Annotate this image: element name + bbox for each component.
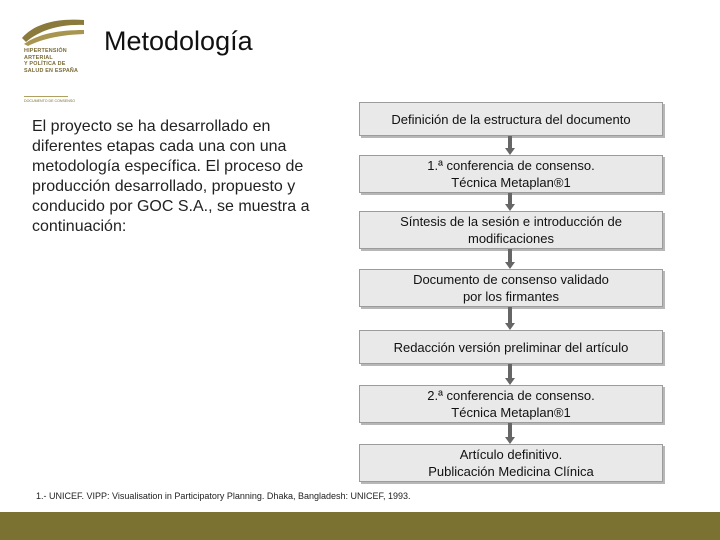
- connector-stem: [508, 249, 512, 263]
- flow-connector: [505, 364, 515, 385]
- flow-connector: [505, 307, 515, 330]
- logo-subtext: DOCUMENTO DE CONSENSO: [24, 99, 76, 103]
- flow-connector: [505, 423, 515, 444]
- logo-swoosh-icon: [20, 16, 86, 46]
- arrow-down-icon: [505, 148, 515, 155]
- connector-stem: [508, 364, 512, 379]
- arrow-down-icon: [505, 437, 515, 444]
- flow-step: 1.ª conferencia de consenso. Técnica Metaplan®1: [359, 155, 663, 193]
- connector-stem: [508, 423, 512, 438]
- footnote: 1.- UNICEF. VIPP: Visualisation in Participatory Planning. Dhaka, Bangladesh: UNICEF, 1993.: [36, 491, 411, 501]
- arrow-down-icon: [505, 262, 515, 269]
- connector-stem: [508, 307, 512, 324]
- flow-step: Artículo definitivo. Publicación Medicina Clínica: [359, 444, 663, 482]
- process-flowchart: [359, 0, 667, 480]
- flow-connector: [505, 136, 515, 155]
- logo-divider: [24, 96, 68, 97]
- flow-connector: [505, 249, 515, 269]
- logo: [20, 16, 86, 103]
- page-title: Metodología: [104, 26, 253, 56]
- arrow-down-icon: [505, 378, 515, 385]
- flow-step: Síntesis de la sesión e introducción de modificaciones: [359, 211, 663, 249]
- footer-bar: [0, 512, 720, 540]
- arrow-down-icon: [505, 204, 515, 211]
- flow-step: Redacción versión preliminar del artículo: [359, 330, 663, 364]
- flow-step: Documento de consenso validado por los firmantes: [359, 269, 663, 307]
- flow-connector: [505, 193, 515, 211]
- logo-text: HIPERTENSIÓN ARTERIAL Y POLÍTICA DE SALUD EN ESPAÑA: [24, 48, 79, 74]
- flow-step: Definición de la estructura del documento: [359, 102, 663, 136]
- flow-step: 2.ª conferencia de consenso. Técnica Metaplan®1: [359, 385, 663, 423]
- intro-text: El proyecto se ha desarrollado en diferentes etapas cada una con una metodología específica. El proceso de producción desarrollado, propuesto y conducido por GOC S.A., se muestra a continuación:: [32, 118, 310, 235]
- arrow-down-icon: [505, 323, 515, 330]
